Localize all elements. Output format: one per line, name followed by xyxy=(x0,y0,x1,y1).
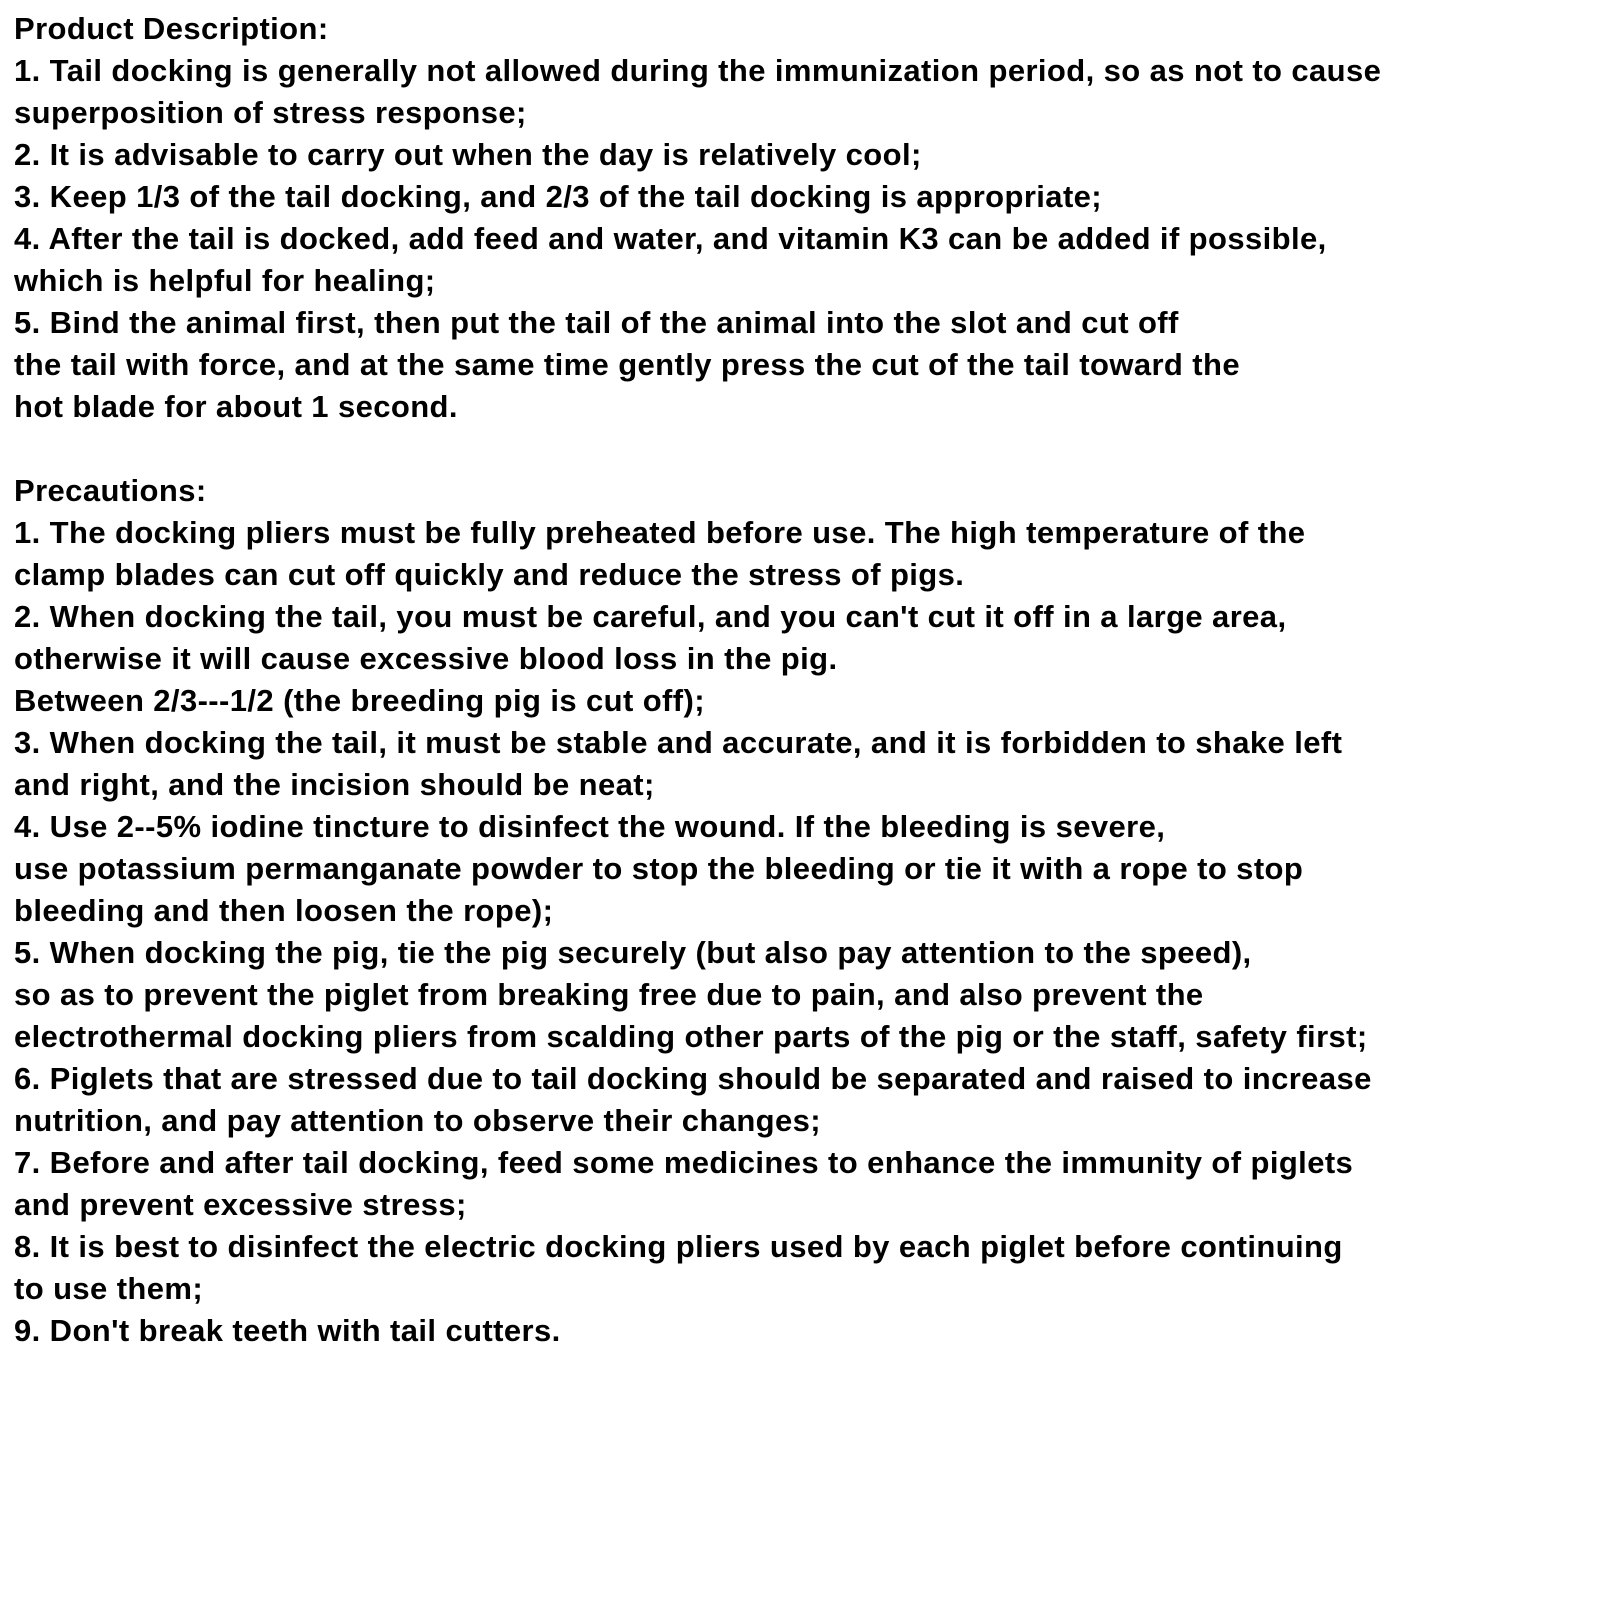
precautions-line: 4. Use 2--5% iodine tincture to disinfect the wound. If the bleeding is severe, xyxy=(14,809,1166,844)
precautions-line: 2. When docking the tail, you must be careful, and you can't cut it off in a large area, xyxy=(14,599,1287,634)
precautions-line: 5. When docking the pig, tie the pig securely (but also pay attention to the speed), xyxy=(14,935,1252,970)
precautions-line: Between 2/3---1/2 (the breeding pig is cut off); xyxy=(14,683,705,718)
precautions-line: 3. When docking the tail, it must be stable and accurate, and it is forbidden to shake left xyxy=(14,725,1343,760)
section-spacer xyxy=(14,428,1594,470)
product-description-line: the tail with force, and at the same time gently press the cut of the tail toward the xyxy=(14,347,1240,382)
precautions-line: nutrition, and pay attention to observe their changes; xyxy=(14,1103,822,1138)
document-body xyxy=(14,8,1594,1352)
precautions-line: use potassium permanganate powder to stop the bleeding or tie it with a rope to stop xyxy=(14,851,1304,886)
precautions-line: to use them; xyxy=(14,1271,204,1306)
product-description-line: 4. After the tail is docked, add feed and water, and vitamin K3 can be added if possible, xyxy=(14,221,1327,256)
precautions-line: and right, and the incision should be neat; xyxy=(14,767,655,802)
product-description-line: 5. Bind the animal first, then put the tail of the animal into the slot and cut off xyxy=(14,305,1179,340)
product-description-line: 3. Keep 1/3 of the tail docking, and 2/3 of the tail docking is appropriate; xyxy=(14,179,1103,214)
precautions-line: 8. It is best to disinfect the electric docking pliers used by each piglet before continuing xyxy=(14,1229,1343,1264)
precautions-line: so as to prevent the piglet from breaking free due to pain, and also prevent the xyxy=(14,977,1204,1012)
product-description-line: superposition of stress response; xyxy=(14,95,527,130)
product-description-line: 2. It is advisable to carry out when the day is relatively cool; xyxy=(14,137,922,172)
precautions-line: clamp blades can cut off quickly and reduce the stress of pigs. xyxy=(14,557,965,592)
product-description-line: hot blade for about 1 second. xyxy=(14,389,458,424)
product-description-line: 1. Tail docking is generally not allowed during the immunization period, so as not to cause xyxy=(14,53,1382,88)
product-description-heading: Product Description: xyxy=(14,11,329,46)
precautions-line: otherwise it will cause excessive blood loss in the pig. xyxy=(14,641,838,676)
precautions-line: electrothermal docking pliers from scalding other parts of the pig or the staff, safety first; xyxy=(14,1019,1368,1054)
precautions-line: bleeding and then loosen the rope); xyxy=(14,893,554,928)
precautions-line: 7. Before and after tail docking, feed some medicines to enhance the immunity of piglets xyxy=(14,1145,1354,1180)
precautions-line: 6. Piglets that are stressed due to tail docking should be separated and raised to increase xyxy=(14,1061,1372,1096)
precautions-line: 9. Don't break teeth with tail cutters. xyxy=(14,1313,561,1348)
precautions-heading: Precautions: xyxy=(14,473,207,508)
precautions-line: and prevent excessive stress; xyxy=(14,1187,467,1222)
product-description-line: which is helpful for healing; xyxy=(14,263,436,298)
precautions-line: 1. The docking pliers must be fully preheated before use. The high temperature of the xyxy=(14,515,1306,550)
